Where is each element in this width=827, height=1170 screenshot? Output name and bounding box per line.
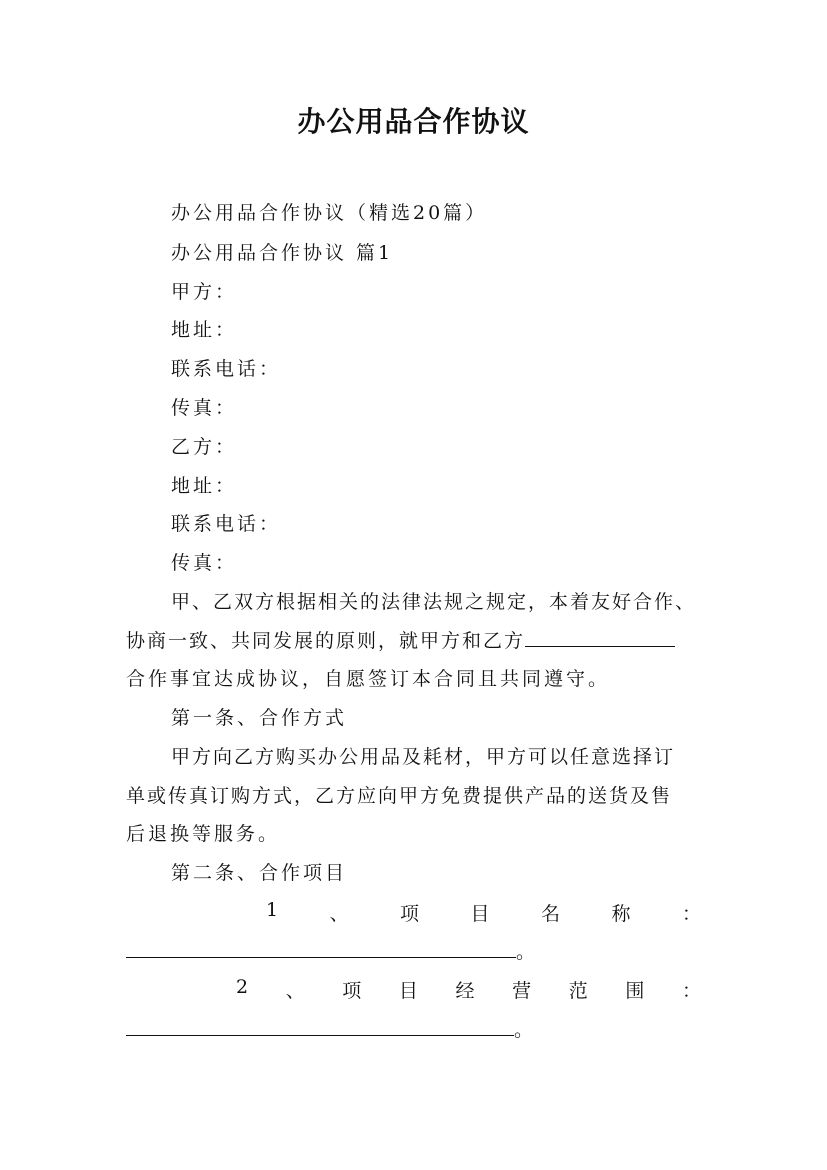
- document-title: 办公用品合作协议: [297, 105, 530, 138]
- item-2-blank: [126, 1017, 514, 1036]
- subtitle: 办公用品合作协议（精选20篇）: [171, 202, 488, 224]
- intro-paragraph-line-3: 合作事宜达成协议，自愿签订本合同且共同遵守。: [126, 668, 611, 690]
- item-2-label: [126, 976, 701, 1003]
- item-2-char: ：: [681, 980, 701, 1002]
- item-2-char: 项: [342, 980, 362, 1002]
- fax-b-label: 传真：: [171, 552, 238, 574]
- article-1-title: 第一条、合作方式: [171, 707, 348, 729]
- item-2-char: 营: [512, 980, 532, 1002]
- item-2-char: 、: [285, 980, 305, 1002]
- item-1-char: 1: [266, 899, 279, 921]
- fax-a-label: 传真：: [171, 397, 238, 419]
- party-b-label: 乙方：: [171, 436, 238, 458]
- item-1-char: 项: [400, 903, 420, 925]
- intro-line-2-text: 协商一致、共同发展的原则，就甲方和乙方: [126, 630, 526, 652]
- item-1-char: 称: [611, 903, 631, 925]
- item-2-char: 2: [236, 976, 249, 998]
- item-2-blank-line: [126, 1015, 533, 1042]
- article-1-line-1: 甲方向乙方购买办公用品及耗材，甲方可以任意选择订: [171, 746, 676, 768]
- intro-paragraph-line-1: 甲、乙双方根据相关的法律法规之规定，本着友好合作、: [171, 591, 697, 613]
- article-1-line-3: 后退换等服务。: [126, 823, 281, 845]
- address-a-label: 地址：: [171, 319, 238, 341]
- party-a-label: 甲方：: [171, 281, 238, 303]
- section-heading: 办公用品合作协议 篇1: [171, 242, 394, 264]
- item-1-char: ：: [681, 903, 701, 925]
- article-2-title: 第二条、合作项目: [171, 862, 348, 884]
- item-1-char: 目: [470, 903, 490, 925]
- article-1-line-2: 单或传真订购方式，乙方应向甲方免费提供产品的送货及售: [126, 785, 673, 807]
- item-1-char: 名: [541, 903, 561, 925]
- item-1-end: 。: [516, 941, 536, 963]
- item-1-char: 、: [329, 903, 349, 925]
- item-2-end: 。: [514, 1019, 534, 1041]
- phone-a-label: 联系电话：: [171, 358, 282, 380]
- item-1-label: [126, 899, 701, 926]
- party-name-blank: [525, 628, 675, 647]
- address-b-label: 地址：: [171, 475, 238, 497]
- item-1-blank-line: [126, 937, 535, 964]
- intro-paragraph-line-2: [126, 626, 675, 653]
- item-2-char: 经: [455, 980, 475, 1002]
- item-2-char: 目: [398, 980, 418, 1002]
- item-2-char: 范: [568, 980, 588, 1002]
- item-1-blank: [126, 939, 516, 958]
- phone-b-label: 联系电话：: [171, 513, 282, 535]
- item-2-char: 围: [625, 980, 645, 1002]
